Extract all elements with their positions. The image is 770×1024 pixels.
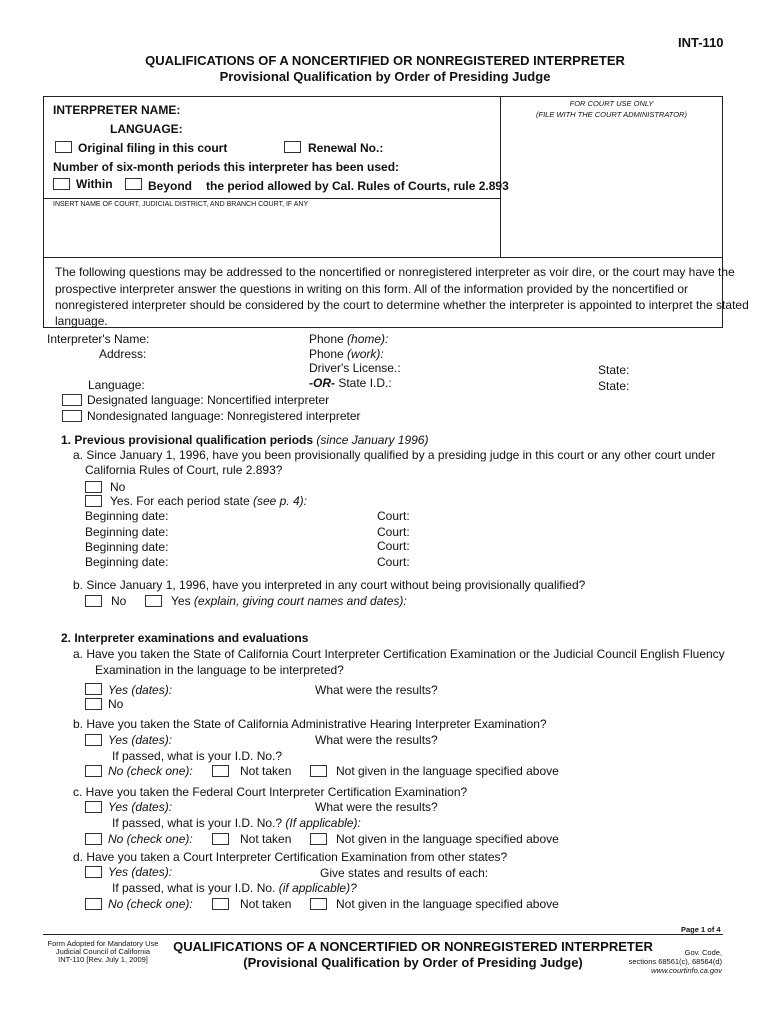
not-taken-label: Not taken xyxy=(240,764,292,778)
section-2a-question: a. Have you taken the State of California Court Interpreter Certification Examination or the Judicial Council English Fluency xyxy=(73,647,725,661)
not-given-label: Not given in the language specified above xyxy=(336,897,559,911)
designated-language-checkbox[interactable] xyxy=(62,394,82,406)
interpreter-name-field-label: Interpreter's Name: xyxy=(47,332,150,346)
section-2d-yes-checkbox[interactable] xyxy=(85,866,102,878)
court-label: Court: xyxy=(377,539,410,553)
renewal-checkbox[interactable] xyxy=(284,141,301,153)
form-number: INT-110 xyxy=(678,35,724,50)
id-number-question: If passed, what is your I.D. No.? xyxy=(112,749,283,763)
periods-question: Number of six-month periods this interpreter has been used: xyxy=(53,160,400,174)
beyond-label: Beyond xyxy=(148,179,193,193)
form-adopted: Form Adopted for Mandatory Use xyxy=(47,939,159,948)
page-title: QUALIFICATIONS OF A NONCERTIFIED OR NONREGISTERED INTERPRETER xyxy=(145,53,625,68)
no-check-one-label: No (check one): xyxy=(108,832,193,846)
not-given-checkbox[interactable] xyxy=(310,898,327,910)
state-id-label: -OR- State I.D.: xyxy=(309,376,392,390)
section-2b-question: b. Have you taken the State of California Administrative Hearing Interpreter Examination? xyxy=(73,717,547,731)
gov-code: Gov. Code, xyxy=(684,948,722,957)
section-1a-question-cont: California Rules of Court, rule 2.893? xyxy=(85,463,283,477)
court-use-label: FOR COURT USE ONLY xyxy=(569,99,654,108)
judicial-council: Judicial Council of California xyxy=(55,947,151,956)
language-label: LANGUAGE: xyxy=(110,122,183,136)
intro-line-3: nonregistered interpreter should be considered by the court to determine whether the interpreter is appointed to interpret the stated xyxy=(55,298,749,312)
results-label: What were the results? xyxy=(315,683,438,697)
beyond-checkbox[interactable] xyxy=(125,178,142,190)
results-label: What were the results? xyxy=(315,733,438,747)
original-filing-checkbox[interactable] xyxy=(55,141,72,153)
id-number-question: If passed, what is your I.D. No.? (If applicable): xyxy=(112,816,361,830)
not-taken-label: Not taken xyxy=(240,832,292,846)
section-2a-yes-checkbox[interactable] xyxy=(85,683,102,695)
id-number-question: If passed, what is your I.D. No. (if applicable)? xyxy=(112,881,357,895)
yes-dates-label: Yes (dates): xyxy=(108,733,173,747)
page-number: Page 1 of 4 xyxy=(681,925,721,934)
within-label: Within xyxy=(76,177,113,191)
court-website[interactable]: www.courtinfo.ca.gov xyxy=(651,966,722,975)
renewal-label: Renewal No.: xyxy=(308,141,384,155)
results-label: What were the results? xyxy=(315,800,438,814)
intro-line-1: The following questions may be addressed to the noncertified or nonregistered interpreter as voir dire, or the court may have the xyxy=(55,265,735,279)
phone-home-label: Phone (home): xyxy=(309,332,389,346)
not-given-label: Not given in the language specified above xyxy=(336,764,559,778)
court-use-divider xyxy=(500,96,501,258)
beginning-date-label: Beginning date: xyxy=(85,525,169,539)
no-check-one-label: No (check one): xyxy=(108,764,193,778)
section-2a-no-label: No xyxy=(108,697,124,711)
intro-line-2: prospective interpreter answer the questions in writing on this form. All of the information provided by the noncertified or xyxy=(55,282,688,296)
give-states-label: Give states and results of each: xyxy=(320,866,489,880)
section-1a-question: a. Since January 1, 1996, have you been provisionally qualified by a presiding judge in this court or any other court under xyxy=(73,448,716,462)
insert-court-label: INSERT NAME OF COURT, JUDICIAL DISTRICT, AND BRANCH COURT, IF ANY xyxy=(53,201,309,208)
gov-code-sections: sections 68561(c), 68564(d) xyxy=(628,957,722,966)
footer-subtitle: (Provisional Qualification by Order of Presiding Judge) xyxy=(243,955,583,970)
language-field-label: Language: xyxy=(88,378,145,392)
state-label-1: State: xyxy=(598,363,630,377)
beginning-date-label: Beginning date: xyxy=(85,555,169,569)
section-1a-no-label: No xyxy=(110,480,126,494)
footer-rule xyxy=(43,934,723,935)
section-1a-yes-label: Yes. For each period state (see p. 4): xyxy=(110,494,308,508)
not-taken-checkbox[interactable] xyxy=(212,765,229,777)
state-label-2: State: xyxy=(598,379,630,393)
caption-box xyxy=(43,96,723,258)
section-1b-no-label: No xyxy=(111,594,127,608)
section-2d-no-checkbox[interactable] xyxy=(85,898,102,910)
section-1b-yes-checkbox[interactable] xyxy=(145,595,162,607)
original-filing-label: Original filing in this court xyxy=(78,141,228,155)
page-subtitle: Provisional Qualification by Order of Presiding Judge xyxy=(219,69,551,84)
drivers-license-label: Driver's License.: xyxy=(309,361,401,375)
section-1a-no-checkbox[interactable] xyxy=(85,481,102,493)
no-check-one-label: No (check one): xyxy=(108,897,193,911)
interpreter-name-label: INTERPRETER NAME: xyxy=(53,103,181,117)
section-2c-question: c. Have you taken the Federal Court Interpreter Certification Examination? xyxy=(73,785,468,799)
section-2b-no-checkbox[interactable] xyxy=(85,765,102,777)
court-name-divider xyxy=(43,198,500,199)
section-1-heading: 1. Previous provisional qualification periods (since January 1996) xyxy=(61,433,429,447)
beginning-date-label: Beginning date: xyxy=(85,509,169,523)
court-label: Court: xyxy=(377,555,410,569)
not-taken-checkbox[interactable] xyxy=(212,833,229,845)
section-1a-yes-checkbox[interactable] xyxy=(85,495,102,507)
phone-work-label: Phone (work): xyxy=(309,347,384,361)
not-taken-label: Not taken xyxy=(240,897,292,911)
yes-dates-label: Yes (dates): xyxy=(108,865,173,879)
nondesignated-language-checkbox[interactable] xyxy=(62,410,82,422)
yes-dates-label: Yes (dates): xyxy=(108,800,173,814)
beginning-date-label: Beginning date: xyxy=(85,540,169,554)
court-use-note: (FILE WITH THE COURT ADMINISTRATOR) xyxy=(536,110,687,119)
section-2-heading: 2. Interpreter examinations and evaluations xyxy=(61,631,309,645)
designated-language-label: Designated language: Noncertified interpreter xyxy=(87,393,330,407)
section-2b-yes-checkbox[interactable] xyxy=(85,734,102,746)
within-checkbox[interactable] xyxy=(53,178,70,190)
section-2d-question: d. Have you taken a Court Interpreter Certification Examination from other states? xyxy=(73,850,508,864)
not-given-label: Not given in the language specified above xyxy=(336,832,559,846)
not-given-checkbox[interactable] xyxy=(310,765,327,777)
section-2a-no-checkbox[interactable] xyxy=(85,698,102,710)
section-1b-question: b. Since January 1, 1996, have you interpreted in any court without being provisionally qualified? xyxy=(73,578,586,592)
court-label: Court: xyxy=(377,525,410,539)
footer-title: QUALIFICATIONS OF A NONCERTIFIED OR NONREGISTERED INTERPRETER xyxy=(173,939,653,954)
section-2c-yes-checkbox[interactable] xyxy=(85,801,102,813)
not-given-checkbox[interactable] xyxy=(310,833,327,845)
yes-dates-label: Yes (dates): xyxy=(108,683,173,697)
court-label: Court: xyxy=(377,509,410,523)
nondesignated-language-label: Nondesignated language: Nonregistered interpreter xyxy=(87,409,361,423)
section-2c-no-checkbox[interactable] xyxy=(85,833,102,845)
intro-line-4: language. xyxy=(55,314,108,328)
form-revision: INT-110 [Rev. July 1, 2009] xyxy=(58,955,148,964)
not-taken-checkbox[interactable] xyxy=(212,898,229,910)
period-rule-text: the period allowed by Cal. Rules of Courts, rule 2.893 xyxy=(206,179,509,193)
section-1b-no-checkbox[interactable] xyxy=(85,595,102,607)
address-field-label: Address: xyxy=(99,347,147,361)
section-1b-yes-label: Yes (explain, giving court names and dates): xyxy=(171,594,407,608)
section-2a-question-cont: Examination in the language to be interpreted? xyxy=(95,663,344,677)
